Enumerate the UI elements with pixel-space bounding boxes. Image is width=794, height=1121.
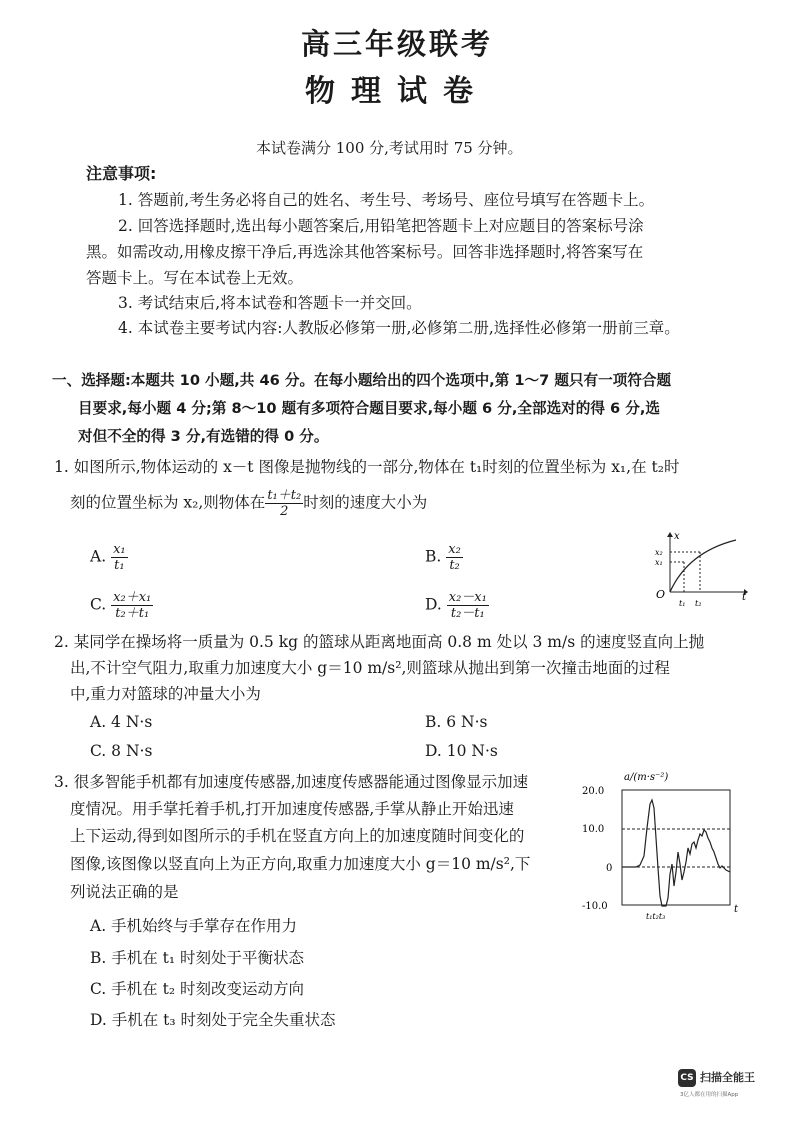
q3-option-d[interactable]: D. 手机在 t₃ 时刻处于完全失重状态	[90, 1011, 336, 1029]
q2-option-d[interactable]: D. 10 N·s	[425, 742, 498, 760]
question-3-stem: 列说法正确的是	[70, 883, 179, 901]
section-instructions: 目要求,每小题 4 分;第 8～10 题有多项符合题目要求,每小题 6 分,全部选对的得 6 分,选	[78, 400, 660, 417]
notes-item: 3. 考试结束后,将本试卷和答题卡一并交回。	[118, 294, 422, 312]
scanner-brand: 扫描全能王	[700, 1071, 755, 1084]
scanner-watermark	[678, 1067, 774, 1107]
section-instructions: 一、选择题:本题共 10 小题,共 46 分。在每小题给出的四个选项中,第 1～7 题只有一项符合题	[52, 372, 672, 389]
fraction-denominator: t₂	[449, 558, 460, 573]
q1-option-a[interactable]	[90, 542, 128, 573]
q1-option-d[interactable]	[425, 590, 489, 621]
q2-option-c[interactable]: C. 8 N·s	[90, 742, 153, 760]
notes-item: 1. 答题前,考生务必将自己的姓名、考生号、考场号、座位号填写在答题卡上。	[118, 191, 655, 209]
option-fraction	[447, 590, 489, 621]
fraction-numerator: t₁＋t₂	[267, 488, 302, 503]
notes-item: 2. 回答选择题时,选出每小题答案后,用铅笔把答题卡上对应题目的答案标号涂	[118, 217, 644, 235]
tick-0: 0	[606, 863, 613, 874]
tick-x1: x₁	[655, 558, 663, 567]
exam-title-line1: 高三年级联考	[300, 27, 493, 61]
option-label: D.	[425, 595, 442, 614]
q3-option-a[interactable]: A. 手机始终与手掌存在作用力	[90, 917, 298, 935]
exam-subtitle: 本试卷满分 100 分,考试用时 75 分钟。	[256, 139, 523, 157]
fraction-numerator: x₂－x₁	[448, 590, 487, 605]
exam-title-line2: 物理试卷	[305, 74, 489, 109]
question-2-stem: 中,重力对篮球的冲量大小为	[70, 685, 261, 703]
scanner-logo-icon: CS	[678, 1069, 696, 1087]
tick-10: 10.0	[582, 824, 605, 835]
notes-item: 黑。如需改动,用橡皮擦干净后,再选涂其他答案标号。回答非选择题时,将答案写在	[86, 243, 644, 261]
fraction-numerator: x₂＋x₁	[113, 590, 152, 605]
question-1-text: 刻的位置坐标为 x₂,则物体在	[70, 493, 266, 512]
tick-t1: t₁	[679, 599, 686, 608]
option-label: A.	[90, 547, 107, 566]
q3-option-c[interactable]: C. 手机在 t₂ 时刻改变运动方向	[90, 980, 304, 998]
notes-heading: 注意事项:	[86, 164, 157, 183]
tick-t2: t₂	[695, 599, 702, 608]
x-axis-label: t	[734, 904, 739, 915]
x-axis-label: t	[741, 592, 746, 603]
option-label: B.	[425, 547, 442, 566]
fraction-numerator: x₁	[113, 542, 126, 557]
question-3-stem: 图像,该图像以竖直向上为正方向,取重力加速度大小 g＝10 m/s²,下	[70, 855, 531, 873]
q2-option-b[interactable]: B. 6 N·s	[425, 713, 488, 731]
parabola-curve	[670, 540, 736, 592]
tick-neg10: -10.0	[582, 901, 608, 912]
scanner-tagline: 3亿人都在用的扫描App	[680, 1092, 739, 1098]
fraction-denominator: t₁	[114, 558, 125, 573]
q1-option-c[interactable]	[90, 590, 153, 621]
q1-option-b[interactable]	[425, 542, 463, 573]
time-fraction	[265, 488, 303, 519]
y-axis-label: x	[674, 531, 680, 542]
q1-xt-graph	[648, 530, 748, 626]
q3-option-b[interactable]: B. 手机在 t₁ 时刻处于平衡状态	[90, 949, 305, 967]
option-fraction	[446, 542, 463, 573]
fraction-denominator: t₂－t₁	[450, 606, 485, 621]
section-instructions: 对但不全的得 3 分,有选错的得 0 分。	[78, 428, 329, 445]
tick-20: 20.0	[582, 786, 605, 797]
fraction-numerator: x₂	[448, 542, 461, 557]
t-markers: t₁t₂t₃	[646, 912, 666, 920]
question-1-stem-2	[70, 488, 427, 519]
fraction-denominator: t₂＋t₁	[115, 606, 150, 621]
question-1-text: 时刻的速度大小为	[303, 493, 428, 512]
y-axis-label: a/(m·s⁻²)	[624, 772, 669, 783]
option-label: C.	[90, 595, 107, 614]
tick-x2: x₂	[655, 548, 663, 557]
question-1-stem: 1. 如图所示,物体运动的 x－t 图像是抛物线的一部分,物体在 t₁时刻的位置坐标为 x₁,在 t₂时	[54, 458, 680, 476]
question-2-stem: 出,不计空气阻力,取重力加速度大小 g＝10 m/s²,则篮球从抛出到第一次撞击地面的过程	[70, 659, 670, 677]
question-3-stem: 上下运动,得到如图所示的手机在竖直方向上的加速度随时间变化的	[70, 827, 525, 845]
option-fraction	[111, 590, 153, 621]
acceleration-curve	[622, 800, 730, 906]
notes-item: 答题卡上。写在本试卷上无效。	[86, 269, 304, 287]
plot-frame	[622, 790, 730, 905]
q2-option-a[interactable]: A. 4 N·s	[90, 713, 153, 731]
question-3-stem: 度情况。用手掌托着手机,打开加速度传感器,手掌从静止开始迅速	[70, 800, 514, 818]
option-fraction	[111, 542, 128, 573]
question-2-stem: 2. 某同学在操场将一质量为 0.5 kg 的篮球从距离地面高 0.8 m 处以 3 m/s 的速度竖直向上抛	[54, 633, 705, 651]
question-3-stem: 3. 很多智能手机都有加速度传感器,加速度传感器能通过图像显示加速	[54, 773, 529, 791]
origin-label: O	[656, 588, 666, 601]
notes-item: 4. 本试卷主要考试内容:人教版必修第一册,必修第二册,选择性必修第一册前三章。	[118, 319, 680, 337]
fraction-denominator: 2	[280, 504, 289, 519]
y-axis-arrow	[667, 532, 673, 537]
q3-acceleration-graph	[580, 768, 745, 920]
